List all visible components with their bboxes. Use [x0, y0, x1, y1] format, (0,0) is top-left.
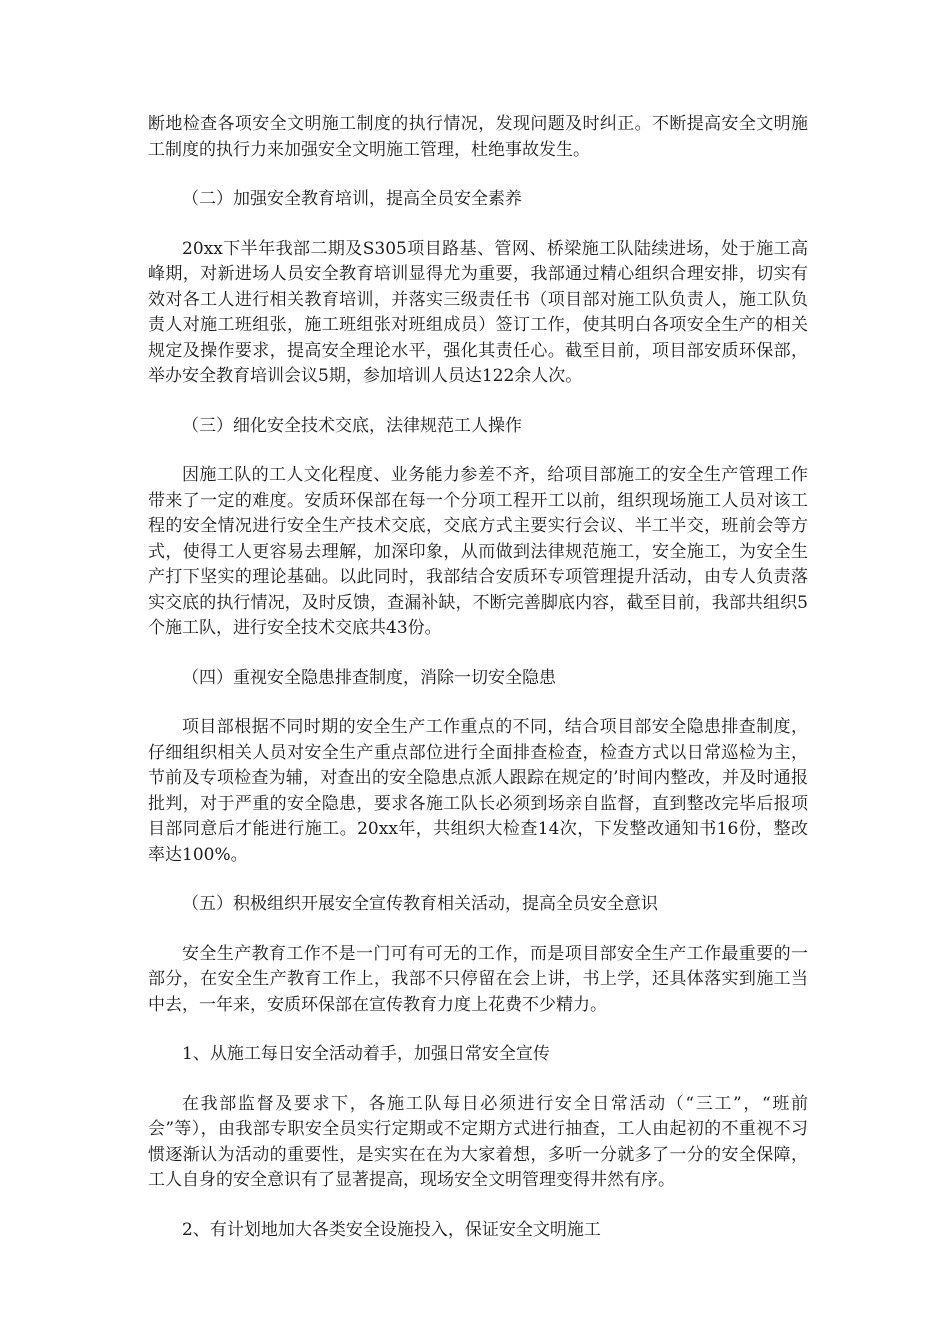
body-paragraph: 在我部监督及要求下，各施工队每日必须进行安全日常活动（“三工”，“班前会”等），由我部专职安全员实行定期或不定期方式进行抽查，工人由起初的不重视不习惯逐渐认为活动的重要性，是实实在在为大家着想，多听一分就多了一分的安全保障，工人自身的安全意识有了显著提高，现场安全文明管理变得井然有序。 [148, 1093, 808, 1190]
section-heading: （三）细化安全技术交底，法律规范工人操作 [182, 415, 522, 436]
document-body [148, 112, 808, 1267]
subsection-heading: 1、从施工每日安全活动着手，加强日常安全宣传 [182, 1044, 550, 1064]
body-paragraph: 项目部根据不同时期的安全生产工作重点的不同，结合项目部安全隐患排查制度，仔细组织相关人员对安全生产重点部位进行全面排查检查，检查方式以日常巡检为主，节前及专项检查为辅，对查出的安全隐患点派人跟踪在规定的’时间内整改，并及时通报批判，对于严重的安全隐患，要求各施工队长必须到场亲自监督，直到整改完毕后报项目部同意后才能进行施工。20xx年，共组织大检查14次，下发整改通知书16份，整改率达100%。 [148, 717, 808, 865]
body-paragraph: 20xx下半年我部二期及S305项目路基、管网、桥梁施工队陆续进场，处于施工高峰期，对新进场人员安全教育培训显得尤为重要，我部通过精心组织合理安排，切实有效对各工人进行相关教育培训，并落实三级责任书（项目部对施工队负责人，施工队负责人对施工班组张，施工班组张对班组成员）签订工作，使其明白各项安全生产的相关规定及操作要求，提高安全理论水平，强化其责任心。截至目前，项目部安质环保部，举办安全教育培训会议5期，参加培训人员达122余人次。 [148, 238, 808, 386]
section-heading: （四）重视安全隐患排查制度，消除一切安全隐患 [182, 667, 556, 688]
body-paragraph: 安全生产教育工作不是一门可有可无的工作，而是项目部安全生产工作最重要的一部分，在安全生产教育工作上，我部不只停留在会上讲，书上学，还具体落实到施工当中去，一年来，安质环保部在宣传教育力度上花费不少精力。 [148, 943, 808, 1015]
body-paragraph: 断地检查各项安全文明施工制度的执行情况，发现问题及时纠正。不断提高安全文明施工制度的执行力来加强安全文明施工管理，杜绝事故发生。 [148, 114, 808, 160]
subsection-heading: 2、有计划地加大各类安全设施投入，保证安全文明施工 [182, 1219, 601, 1240]
section-heading: （五）积极组织开展安全宣传教育相关活动，提高全员安全意识 [182, 894, 658, 914]
body-paragraph: 因施工队的工人文化程度、业务能力参差不齐，给项目部施工的安全生产管理工作带来了一定的难度。安质环保部在每一个分项工程开工以前，组织现场施工人员对该工程的安全情况进行安全生产技术交底，交底方式主要实行会议、半工半交，班前会等方式，使得工人更容易去理解，加深印象，从而做到法律规范施工，安全施工，为安全生产打下坚实的理论基础。以此同时，我部结合安质环专项管理提升活动，由专人负责落实交底的执行情况，及时反馈，查漏补缺，不断完善脚底内容，截至目前，我部共组织5个施工队，进行安全技术交底共43份。 [148, 465, 808, 638]
section-heading: （二）加强安全教育培训，提高全员安全素养 [182, 189, 522, 209]
